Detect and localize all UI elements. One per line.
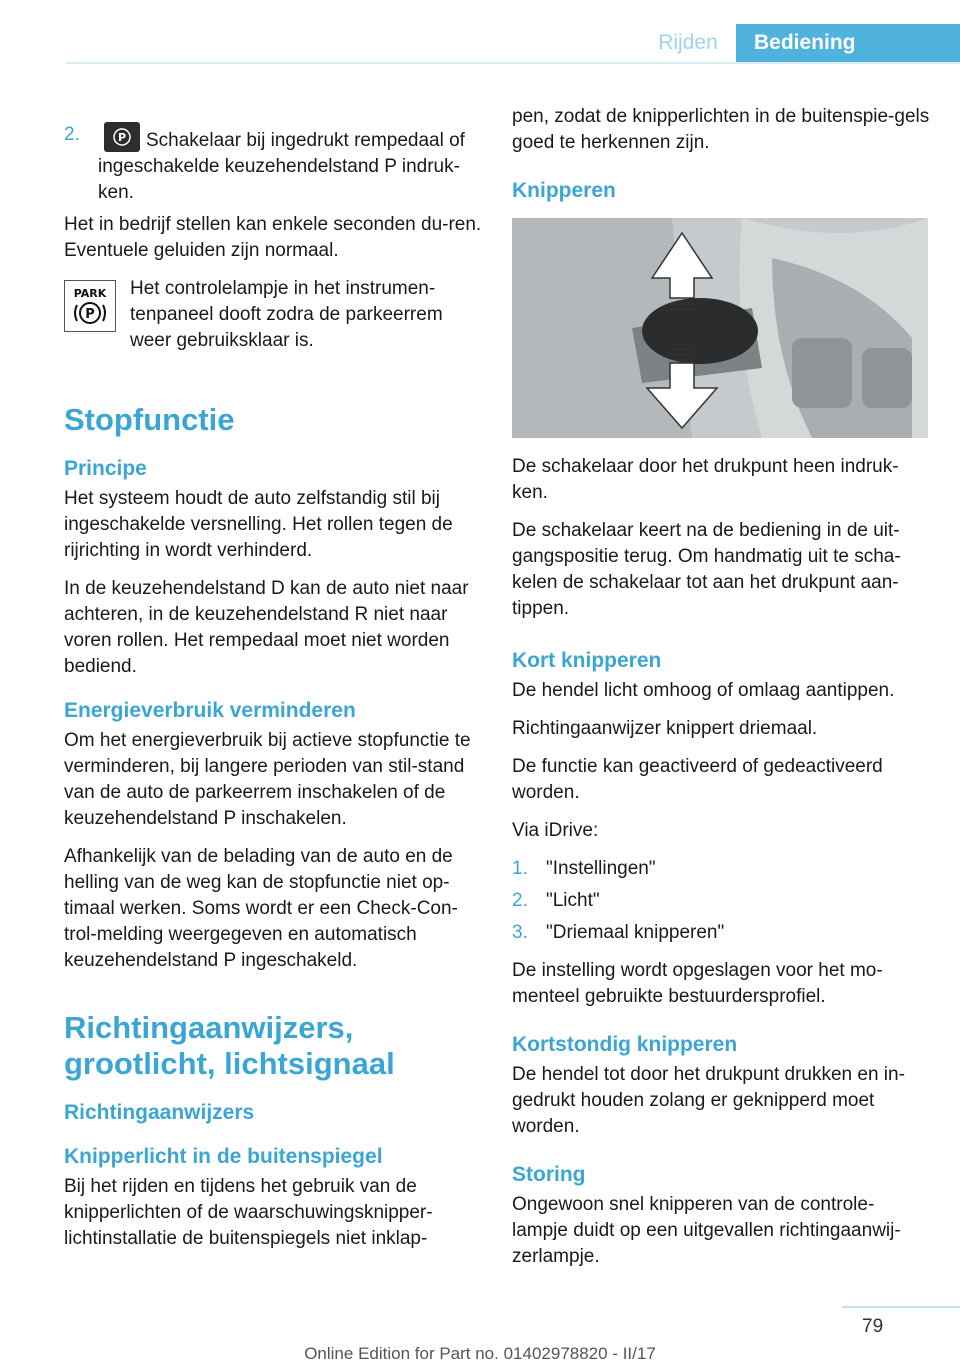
heading-kortstondig: Kortstondig knipperen [512, 1033, 738, 1056]
right-column [512, 104, 930, 1282]
heading-richtingaanwijzers: Richtingaanwijzers [64, 1101, 255, 1124]
left-column [64, 122, 482, 1264]
paragraph: In de keuzehendelstand D kan de auto niet naar achteren, in de keuzehendelstand R niet naar voren rollen. Het rempedaal moet niet worden bediend. [64, 578, 469, 677]
page-number: 79 [862, 1316, 884, 1337]
park-indicator-note [64, 276, 482, 366]
heading-storing: Storing [512, 1163, 586, 1186]
paragraph: pen, zodat de knipperlichten in de buitenspie-gels goed te herkennen zijn. [512, 106, 930, 153]
section-tab[interactable]: Rijden [658, 31, 718, 54]
step-number: 2. [64, 124, 80, 145]
svg-text:P: P [117, 131, 127, 144]
heading-richtingaanwijzers-section [64, 1010, 482, 1082]
step-text: "Instellingen" [546, 858, 656, 879]
paragraph: Bij het rijden en tijdens het gebruik van de knipperlichten of de waarschuwingsknipper-lichtinstallatie de buitenspiegels niet inklap- [64, 1176, 433, 1249]
heading-energieverbruik: Energieverbruik verminderen [64, 699, 356, 722]
heading-principe: Principe [64, 457, 147, 480]
paragraph: De instelling wordt opgeslagen voor het mo-menteel gebruikte bestuurdersprofiel. [512, 960, 883, 1007]
header-rule [66, 62, 960, 64]
heading-stopfunctie: Stopfunctie [64, 402, 235, 437]
step-2 [64, 122, 482, 206]
list-item [512, 856, 930, 882]
heading-knipperlicht: Knipperlicht in de buitenspiegel [64, 1145, 383, 1168]
step-number: 2. [512, 890, 528, 911]
turn-signal-lever-illustration [512, 218, 928, 438]
paragraph: Via iDrive: [512, 820, 599, 841]
list-item [512, 888, 930, 914]
park-warning-light-icon [64, 280, 116, 332]
paragraph: De schakelaar door het drukpunt heen indruk-ken. [512, 456, 899, 503]
parking-brake-button-icon [104, 122, 140, 152]
paragraph: Om het energieverbruik bij actieve stopfunctie te verminderen, bij langere perioden van stil-stand van de auto de parkeerrem inschakelen of de keuzehendelstand P inschakelen. [64, 730, 471, 829]
paragraph: Ongewoon snel knipperen van de controle-lampje duidt op een uitgevallen richtingaanwij-zerlampje. [512, 1194, 901, 1267]
paragraph: Het systeem houdt de auto zelfstandig stil bij ingeschakelde versnelling. Het rollen tegen de rijrichting in wordt verhinderd. [64, 488, 453, 561]
paragraph: Richtingaanwijzer knippert driemaal. [512, 718, 818, 739]
step-number: 3. [512, 922, 528, 943]
paragraph: De hendel tot door het drukpunt drukken en in-gedrukt houden zolang er geknipperd moet worden. [512, 1064, 905, 1137]
park-icon-label: PARK [73, 287, 107, 300]
step-2-text: Schakelaar bij ingedrukt rempedaal of ingeschakelde keuzehendelstand P indruk-ken. [98, 130, 465, 203]
step-text: "Driemaal knipperen" [546, 922, 725, 943]
footer-edition: Online Edition for Part no. 01402978820 - II/17 [304, 1344, 656, 1363]
paragraph: De schakelaar keert na de bediening in de uit-gangspositie terug. Om handmatig uit te scha-kelen de schakelaar tot aan het drukpunt aan-tippen. [512, 520, 901, 619]
heading-line: Richtingaanwijzers, [64, 1010, 354, 1045]
heading-kort-knipperen: Kort knipperen [512, 649, 662, 672]
step-text [98, 122, 482, 206]
park-note-text: Het controlelampje in het instrumen-tenpaneel dooft zodra de parkeerrem weer gebruiksklaar is. [130, 278, 443, 351]
section-tab-active[interactable]: Bediening [736, 24, 960, 62]
svg-text:P: P [85, 307, 95, 322]
paragraph: Afhankelijk van de belading van de auto en de helling van de weg kan de stopfunctie niet op-timaal werken. Soms wordt er een Check-Con-trol-melding weergegeven en automatisch keuzehendelstand P ingeschakeld. [64, 846, 458, 971]
list-item [512, 920, 930, 946]
heading-knipperen: Knipperen [512, 179, 616, 202]
paragraph: De functie kan geactiveerd of gedeactiveerd worden. [512, 756, 883, 803]
paragraph: De hendel licht omhoog of omlaag aantippen. [512, 680, 895, 701]
step-text: "Licht" [546, 890, 600, 911]
idrive-steps [512, 856, 930, 946]
heading-line: grootlicht, lichtsignaal [64, 1046, 395, 1081]
step-number: 1. [512, 858, 528, 879]
footer-rule [842, 1306, 960, 1308]
paragraph: Het in bedrijf stellen kan enkele seconden du-ren. Eventuele geluiden zijn normaal. [64, 214, 482, 261]
